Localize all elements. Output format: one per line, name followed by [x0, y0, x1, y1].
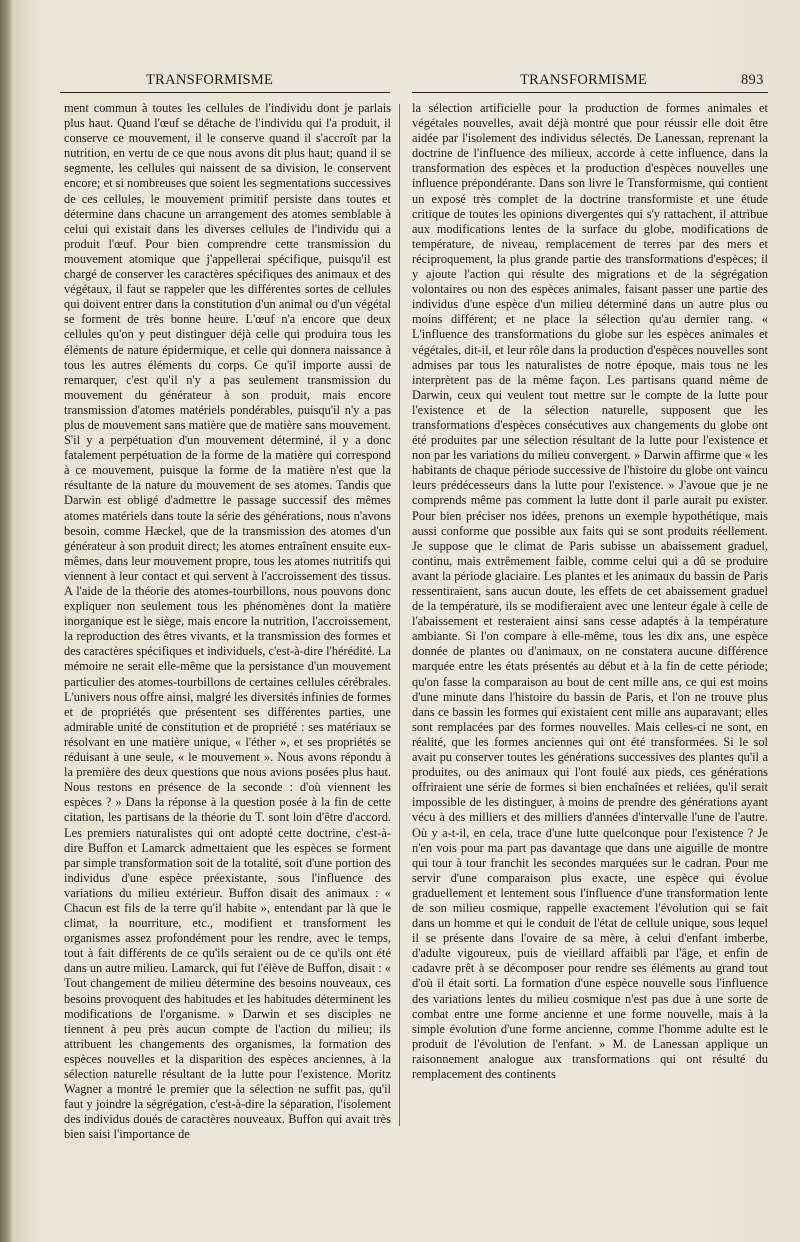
column-divider: [399, 104, 400, 1126]
binding-edge: [0, 0, 12, 1242]
header-rule-right: [412, 92, 768, 93]
running-header: [0, 66, 800, 92]
page-number: 893: [741, 72, 764, 88]
header-rule-left: [60, 92, 390, 93]
right-column-text: la sélection artificielle pour la production de formes animales et végétales nouvelles, avait déjà montré que pour réussir elle doit être aidée par l'isolement des individus sélectés. De Lanessan, reprenant la doctrine de l'influence des milieux, accorde à cette influence, dans la transformation des espèces et la production d'espèces nouvelles une influence prépondérante. Dans son livre le Transformisme, qui contient un exposé très complet de la doctrine transformiste et une étude critique de toutes les opinions divergentes qui s'y rattachent, il attribue aux modifications lentes de la surface du globe, modifications de température, de niveau, remplacement de terres par des mers et réciproquement, la plus grande partie des transformations d'espèces; il y ajoute l'action qui résulte des migrations et de la ségrégation volontaires ou non des espèces animales, faisant passer une partie des individus d'une espèce d'un milieu déterminé dans un autre plus ou moins différent; et ne place la sélection qu'au dernier rang. « L'influence des transformations du globe sur les espèces animales et végétales, dit-il, et leur rôle dans la production d'espèces nouvelles sont admises par tous les naturalistes de notre époque, mais tous ne les interprètent pas de la même façon. Les partisans quand même de Darwin, ceux qui veulent tout mettre sur le compte de la lutte pour l'existence et de la sélection naturelle, supposent que les transformations d'espèces consécutives aux changements du globe ont été produites par une sélection résultant de la lutte pour l'existence et non par les variations du milieu convergent. » Darwin affirme que « les habitants de chaque période successive de l'histoire du globe ont vaincu leurs prédécesseurs dans la lutte pour l'existence. » J'avoue que je ne comprends même pas comment la lutte dont il parle aurait pu exister. Pour bien préciser nos idées, prenons un exemple hypothétique, mais aussi conforme que possible aux faits qui se sont produits réellement. Je suppose que le climat de Paris subisse un abaissement graduel, continu, mais extrêmement faible, comme celui qui a dû se produire avant la période glaciaire. Les plantes et les animaux du bassin de Paris ressentiraient, sans aucun doute, les effets de cet abaissement graduel de la température, ils se modifieraient avec une lenteur égale à celle de l'abaissement et resteraient ainsi sans cesse adaptés à la température ambiante. Si l'on compare à elle-même, tous les dix ans, une espèce donnée de plantes ou d'animaux, on ne constatera aucune différence marquée entre les états présentés au début et à la fin de cette période; qu'on fasse la comparaison au bout de cent mille ans, ce qui est moins d'une minute dans l'histoire du bassin de Paris, et l'on ne trouve plus dans ce bassin les formes qui existaient cent mille ans auparavant; elles sont remplacées par des formes nouvelles. Mais celles-ci ne sont, en réalité, que les formes anciennes qui ont été transformées. Si le sol avait pu conserver toutes les générations successives des plantes qu'il a produites, ou des animaux qui l'ont foulé aux pieds, ces générations offriraient une série de formes si bien enchaînées et reliées, qu'il serait impossible de les distinguer, à moins de prendre des générations ayant vécu à des milliers et des milliers d'années d'intervalle l'une de l'autre. Où y a-t-il, en cela, trace d'une lutte quelconque pour l'existence ? Je n'en vois pour ma part pas davantage que dans une aiguille de montre qui tour à tour franchit les secondes marquées sur le cadran. Pour me servir d'une comparaison plus exacte, une espèce qui évolue graduellement et lentement sous l'influence d'une transformation lente de son milieu cosmique, rappelle exactement l'évolution qui se fait dans un homme et qui le conduit de l'état de cellule unique, sous lequel il se présente dans l'ovaire de sa mère, à celui d'enfant imberbe, d'adulte vigoureux, puis de vieillard affaibli par l'âge, et enfin de cadavre prêt à se décomposer pour rendre ses éléments au grand tout d'où il était sorti. La formation d'une espèce nouvelle sous l'influence des variations lentes du milieu cosmique n'est pas due à une sorte de combat entre une forme ancienne et une forme nouvelle, mais à la simple évolution d'une forme ancienne, comme l'homme adulte est le produit de l'évolution de l'enfant. » M. de Lanessan applique un raisonnement analogue aux transformations qui ont résulté du remplacement des continents: [412, 101, 768, 1081]
right-running-title: TRANSFORMISME: [520, 72, 648, 88]
left-column: [64, 101, 391, 1142]
right-column: [412, 101, 768, 1131]
left-running-title: TRANSFORMISME: [146, 72, 274, 88]
left-column-text: ment commun à toutes les cellules de l'individu dont je parlais plus haut. Quand l'œuf se détache de l'individu qui l'a produit, il conserve ce mouvement, il le conserve quand il s'accroît par la nutrition, en vertu de ce que nous avons dit plus haut; quand il se segmente, les cellules qui naissent de sa division, le conservent encore; et si nombreuses que soient les segmentations successives de ces cellules, le mouvement primitif persiste dans toutes et détermine dans chacune un arrangement des atomes semblable à celui qui existait dans les diverses cellules de l'individu qui a produit l'œuf. Pour bien comprendre cette transmission du mouvement atomique que j'appellerai spécifique, puisqu'il est chargé de conserver les caractères spécifiques des animaux et des végétaux, il faut se rappeler que les différentes sortes de cellules qui doivent entrer dans la constitution d'un animal ou d'un végétal se forment de très bonne heure. L'œuf n'a encore que deux cellules qu'on y peut distinguer déjà celle qui produira tous les éléments de nature épidermique, et celle qui donnera naissance à tous les autres éléments du corps. Ce qu'il importe aussi de remarquer, c'est qu'il n'y a pas seulement transmission du mouvement du générateur à son produit, mais encore transmission d'atomes matériels pondérables, puisqu'il n'y a pas plus de mouvement sans matière que de matière sans mouvement. S'il y a perpétuation d'un mouvement déterminé, il y a donc fatalement perpétuation de la forme de la matière qui correspond à ce mouvement, puisque la forme de la matière n'est que la résultante de la nature du mouvement de ses atomes. Tandis que Darwin est obligé d'admettre le passage successif des mêmes atomes matériels dans toute la série des générations, nous n'avons besoin, comme Hæckel, que de la transmission des atomes d'un générateur à son produit direct; les atomes entraînent ensuite eux-mêmes, dans leur mouvement propre, tous les atomes nutritifs qui viennent à leur contact et qui servent à l'accroissement des tissus. A l'aide de la théorie des atomes-tourbillons, nous pouvons donc expliquer non seulement tous les phénomènes dont la matière inorganique est le siège, mais encore la nutrition, l'accroissement, la reproduction des êtres vivants, et la transmission des formes et des caractères spécifiques et individuels, c'est-à-dire l'hérédité. La mémoire ne serait elle-même que la persistance d'un mouvement particulier des atomes-tourbillons de certaines cellules cérébrales. L'univers nous offre ainsi, malgré les diversités infinies de formes et de propriétés que présentent ses différentes parties, une admirable unité de constitution et de propriété : ses matériaux se résolvant en une matière unique, « l'éther », et ses propriétés se réduisant à une seule, « le mouvement ». Nous avons répondu à la première des deux questions que nous avions posées plus haut. Nous restons en présence de la seconde : d'où viennent les espèces ? » Dans la réponse à la question posée à la fin de cette citation, les partisans de la théorie du T. sont loin d'être d'accord. Les premiers naturalistes qui ont adopté cette doctrine, c'est-à-dire Buffon et Lamarck admettaient que les espèces se forment par simple transformation soit de la totalité, soit d'une portion des individus d'une espèce préexistante, sous l'influence des variations du milieu extérieur. Buffon disait des animaux : « Chacun est fils de la terre qu'il habite », entendant par là que le climat, la nourriture, etc., modifient et transforment les organismes assez profondément pour les rendre, avec le temps, tout à fait différents de ce qu'ils seraient ou de ce qu'ils ont été dans un autre milieu. Lamarck, qui fut l'élève de Buffon, disait : « Tout changement de milieu détermine des besoins nouveaux, ces besoins provoquent des habitudes et les habitudes déterminent les modifications de l'organisme. » Darwin et ses disciples ne tiennent à peu près aucun compte de l'action du milieu; ils attribuent les changements des organismes, la formation des espèces nouvelles et la disparition des espèces anciennes, à la sélection naturelle résultant de la lutte pour l'existence. Moritz Wagner a montré le premier que la sélection ne suffit pas, qu'il faut y joindre la ségrégation, c'est-à-dire la séparation, l'isolement des individus doués de caractères nouveaux. Buffon qui avait très bien saisi l'importance de: [64, 101, 391, 1142]
